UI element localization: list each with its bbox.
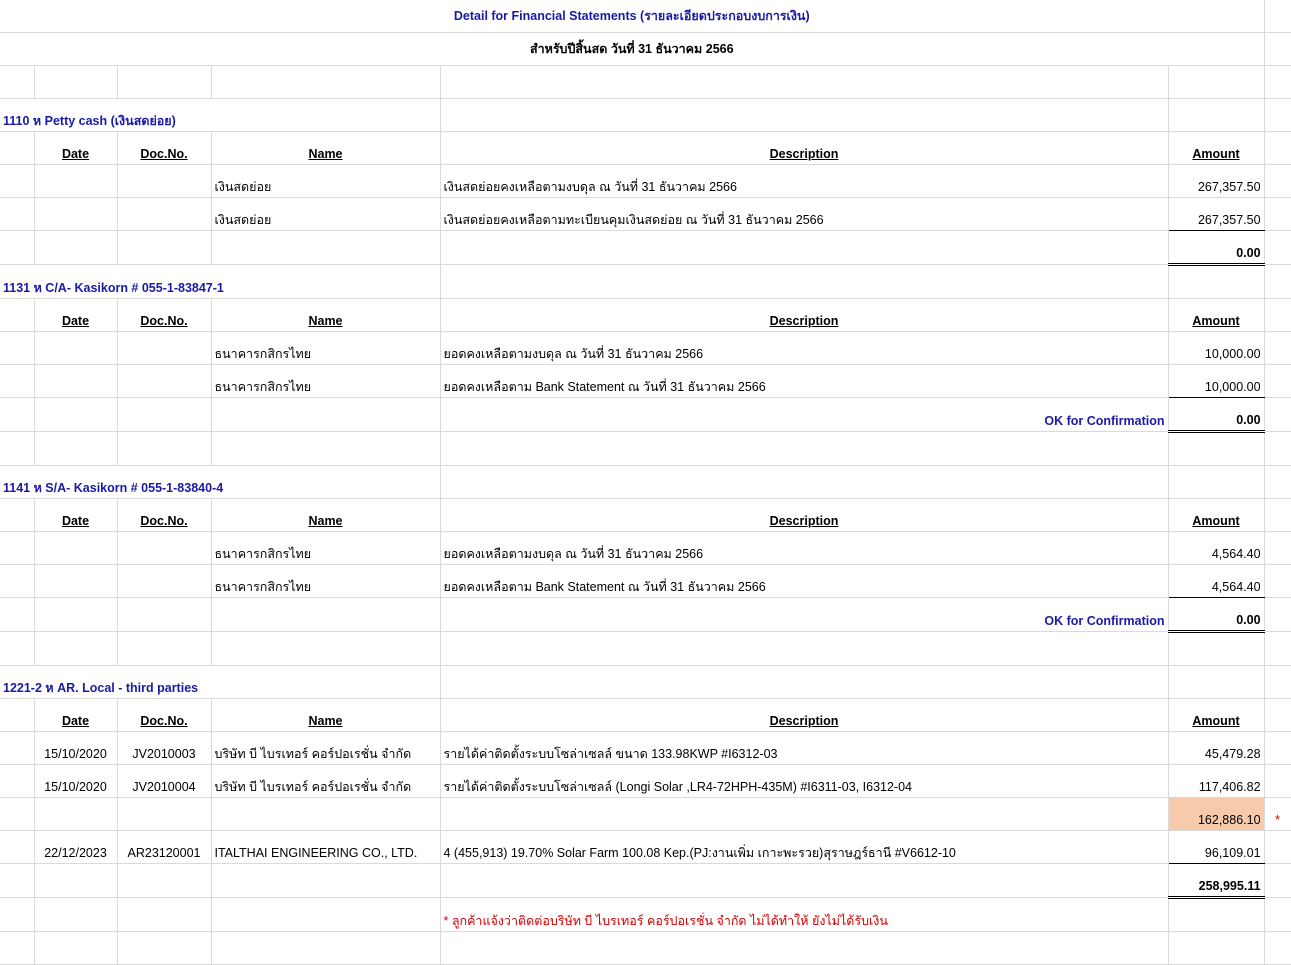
cell[interactable] bbox=[1264, 398, 1291, 432]
column-header-date[interactable]: Date bbox=[34, 299, 117, 332]
cell[interactable] bbox=[1264, 0, 1291, 33]
column-header-amount[interactable]: Amount bbox=[1168, 132, 1264, 165]
table-row bbox=[0, 165, 1291, 198]
cell[interactable] bbox=[211, 864, 440, 898]
column-header-name[interactable]: Name bbox=[211, 132, 440, 165]
cell[interactable] bbox=[117, 864, 211, 898]
section-title-savings-account[interactable]: 1141 ห S/A- Kasikorn # 055-1-83840-4 bbox=[0, 466, 440, 499]
cell[interactable] bbox=[1168, 265, 1264, 299]
amount-cell[interactable]: 10,000.00 bbox=[1168, 365, 1264, 398]
column-header-description[interactable]: Description bbox=[440, 699, 1168, 732]
cell[interactable] bbox=[1168, 898, 1264, 932]
cell[interactable] bbox=[211, 598, 440, 632]
name-cell[interactable]: บริษัท บี ไบรเทอร์ คอร์ปอเรชั่น จำกัด bbox=[211, 732, 440, 765]
date-cell[interactable] bbox=[34, 565, 117, 598]
name-cell[interactable]: ธนาคารกสิกรไทย bbox=[211, 532, 440, 565]
cell[interactable] bbox=[1168, 432, 1264, 466]
cell[interactable] bbox=[440, 66, 1168, 99]
cell[interactable] bbox=[211, 798, 440, 831]
cell[interactable] bbox=[0, 932, 34, 965]
cell[interactable] bbox=[0, 165, 34, 198]
page-title[interactable]: Detail for Financial Statements (รายละเอียดประกอบงบการเงิน) bbox=[0, 0, 1264, 33]
table-row bbox=[0, 198, 1291, 231]
cell[interactable] bbox=[0, 432, 34, 466]
cell[interactable] bbox=[1264, 499, 1291, 532]
ok-for-confirmation-label[interactable]: OK for Confirmation bbox=[440, 598, 1168, 632]
cell[interactable] bbox=[211, 398, 440, 432]
column-header-description[interactable]: Description bbox=[440, 499, 1168, 532]
cell[interactable] bbox=[0, 198, 34, 231]
date-cell[interactable]: 15/10/2020 bbox=[34, 765, 117, 798]
page-subtitle[interactable]: สำหรับปีสิ้นสด วันที่ 31 ธันวาคม 2566 bbox=[0, 33, 1264, 66]
cell[interactable] bbox=[1264, 632, 1291, 666]
cell[interactable] bbox=[0, 765, 34, 798]
cell[interactable] bbox=[1264, 732, 1291, 765]
name-cell[interactable]: เงินสดย่อย bbox=[211, 165, 440, 198]
date-cell[interactable] bbox=[34, 365, 117, 398]
description-cell[interactable]: รายได้ค่าติดตั้งระบบโซล่าเซลล์ ขนาด 133.98KWP #I6312-03 bbox=[440, 732, 1168, 765]
cell[interactable] bbox=[117, 66, 211, 99]
cell[interactable] bbox=[211, 632, 440, 666]
cell[interactable] bbox=[0, 66, 34, 99]
name-cell[interactable]: ธนาคารกสิกรไทย bbox=[211, 565, 440, 598]
cell[interactable] bbox=[1168, 99, 1264, 132]
cell[interactable] bbox=[211, 932, 440, 965]
cell[interactable] bbox=[1264, 864, 1291, 898]
cell[interactable] bbox=[1168, 932, 1264, 965]
cell[interactable] bbox=[1264, 299, 1291, 332]
cell[interactable] bbox=[117, 598, 211, 632]
name-cell[interactable]: เงินสดย่อย bbox=[211, 198, 440, 231]
cell[interactable] bbox=[34, 898, 117, 932]
cell[interactable] bbox=[0, 532, 34, 565]
date-cell[interactable]: 15/10/2020 bbox=[34, 732, 117, 765]
cell[interactable] bbox=[211, 231, 440, 265]
section-title-ar-local[interactable]: 1221-2 ห AR. Local - third parties bbox=[0, 666, 440, 699]
column-header-name[interactable]: Name bbox=[211, 299, 440, 332]
cell[interactable] bbox=[1168, 632, 1264, 666]
name-cell[interactable]: ITALTHAI ENGINEERING CO., LTD. bbox=[211, 831, 440, 864]
cell[interactable] bbox=[0, 732, 34, 765]
cell[interactable] bbox=[440, 798, 1168, 831]
cell[interactable] bbox=[0, 332, 34, 365]
table-row bbox=[0, 831, 1291, 864]
cell[interactable] bbox=[1264, 466, 1291, 499]
cell[interactable] bbox=[1264, 365, 1291, 398]
description-cell[interactable]: ยอดคงเหลือตาม Bank Statement ณ วันที่ 31 ธันวาคม 2566 bbox=[440, 365, 1168, 398]
table-row bbox=[0, 332, 1291, 365]
doc-no-cell[interactable] bbox=[117, 165, 211, 198]
cell[interactable] bbox=[0, 299, 34, 332]
cell[interactable] bbox=[0, 632, 34, 666]
cell[interactable] bbox=[0, 798, 34, 831]
cell[interactable] bbox=[0, 898, 34, 932]
date-cell[interactable] bbox=[34, 198, 117, 231]
column-header-name[interactable]: Name bbox=[211, 699, 440, 732]
section-total[interactable]: 0.00 bbox=[1168, 598, 1264, 632]
cell[interactable] bbox=[117, 898, 211, 932]
cell[interactable] bbox=[34, 66, 117, 99]
cell[interactable] bbox=[34, 632, 117, 666]
cell[interactable] bbox=[0, 699, 34, 732]
doc-no-cell[interactable] bbox=[117, 365, 211, 398]
cell[interactable] bbox=[34, 231, 117, 265]
section-title-petty-cash[interactable]: 1110 ห Petty cash (เงินสดย่อย) bbox=[0, 99, 440, 132]
doc-no-cell[interactable] bbox=[117, 198, 211, 231]
column-header-description[interactable]: Description bbox=[440, 299, 1168, 332]
cell[interactable] bbox=[1264, 198, 1291, 231]
cell[interactable] bbox=[1264, 765, 1291, 798]
name-cell[interactable]: ธนาคารกสิกรไทย bbox=[211, 365, 440, 398]
cell[interactable] bbox=[440, 932, 1168, 965]
cell[interactable] bbox=[440, 864, 1168, 898]
section-total[interactable]: 0.00 bbox=[1168, 231, 1264, 265]
date-cell[interactable] bbox=[34, 532, 117, 565]
section-total[interactable]: 258,995.11 bbox=[1168, 864, 1264, 898]
date-cell[interactable]: 22/12/2023 bbox=[34, 831, 117, 864]
cell[interactable] bbox=[1264, 66, 1291, 99]
cell[interactable] bbox=[1264, 432, 1291, 466]
date-cell[interactable] bbox=[34, 165, 117, 198]
amount-cell[interactable]: 96,109.01 bbox=[1168, 831, 1264, 864]
cell[interactable] bbox=[117, 398, 211, 432]
column-header-doc-no[interactable]: Doc.No. bbox=[117, 699, 211, 732]
cell[interactable] bbox=[1168, 66, 1264, 99]
cell[interactable] bbox=[117, 231, 211, 265]
table-row bbox=[0, 765, 1291, 798]
cell[interactable] bbox=[117, 432, 211, 466]
total-label[interactable] bbox=[440, 231, 1168, 265]
cell[interactable] bbox=[440, 265, 1168, 299]
section-title-current-account[interactable]: 1131 ห C/A- Kasikorn # 055-1-83847-1 bbox=[0, 265, 440, 299]
column-header-date[interactable]: Date bbox=[34, 132, 117, 165]
cell[interactable] bbox=[1264, 231, 1291, 265]
doc-no-cell[interactable]: AR23120001 bbox=[117, 831, 211, 864]
cell[interactable] bbox=[117, 632, 211, 666]
cell[interactable] bbox=[1264, 332, 1291, 365]
cell[interactable] bbox=[1264, 666, 1291, 699]
subtotal-highlighted-cell[interactable]: 162,886.10 bbox=[1168, 798, 1264, 831]
asterisk-marker[interactable]: * bbox=[1264, 798, 1291, 831]
cell[interactable] bbox=[1264, 699, 1291, 732]
cell[interactable] bbox=[34, 798, 117, 831]
cell[interactable] bbox=[1264, 532, 1291, 565]
cell[interactable] bbox=[0, 831, 34, 864]
cell[interactable] bbox=[0, 598, 34, 632]
column-header-doc-no[interactable]: Doc.No. bbox=[117, 499, 211, 532]
name-cell[interactable]: บริษัท บี ไบรเทอร์ คอร์ปอเรชั่น จำกัด bbox=[211, 765, 440, 798]
column-header-date[interactable]: Date bbox=[34, 699, 117, 732]
cell[interactable] bbox=[1264, 132, 1291, 165]
description-cell[interactable]: 4 (455,913) 19.70% Solar Farm 100.08 Kep.(PJ:งานเพิ่ม เกาะพะรวย)สุราษฎร์ธานี #V6612-10 bbox=[440, 831, 1168, 864]
cell[interactable] bbox=[34, 932, 117, 965]
footnote[interactable]: * ลูกค้าแจ้งว่าติดต่อบริษัท บี ไบรเทอร์ คอร์ปอเรชั่น จำกัด ไม่ได้ทำให้ ยังไม่ได้รับเงิน bbox=[440, 898, 1168, 932]
doc-no-cell[interactable] bbox=[117, 332, 211, 365]
column-header-description[interactable]: Description bbox=[440, 132, 1168, 165]
table-row bbox=[0, 565, 1291, 598]
description-cell[interactable]: ยอดคงเหลือตาม Bank Statement ณ วันที่ 31 ธันวาคม 2566 bbox=[440, 565, 1168, 598]
cell[interactable] bbox=[440, 666, 1168, 699]
cell[interactable] bbox=[1264, 932, 1291, 965]
cell[interactable] bbox=[1264, 265, 1291, 299]
amount-cell[interactable]: 45,479.28 bbox=[1168, 732, 1264, 765]
cell[interactable] bbox=[34, 432, 117, 466]
cell[interactable] bbox=[211, 898, 440, 932]
description-cell[interactable]: เงินสดย่อยคงเหลือตามงบดุล ณ วันที่ 31 ธันวาคม 2566 bbox=[440, 165, 1168, 198]
cell[interactable] bbox=[0, 231, 34, 265]
cell[interactable] bbox=[440, 432, 1168, 466]
table-row bbox=[0, 365, 1291, 398]
amount-cell[interactable]: 117,406.82 bbox=[1168, 765, 1264, 798]
description-cell[interactable]: ยอดคงเหลือตามงบดุล ณ วันที่ 31 ธันวาคม 2566 bbox=[440, 532, 1168, 565]
section-total[interactable]: 0.00 bbox=[1168, 398, 1264, 432]
amount-cell[interactable]: 10,000.00 bbox=[1168, 332, 1264, 365]
column-header-date[interactable]: Date bbox=[34, 499, 117, 532]
cell[interactable] bbox=[440, 466, 1168, 499]
cell[interactable] bbox=[0, 132, 34, 165]
column-header-doc-no[interactable]: Doc.No. bbox=[117, 132, 211, 165]
cell[interactable] bbox=[1168, 466, 1264, 499]
doc-no-cell[interactable]: JV2010003 bbox=[117, 732, 211, 765]
cell[interactable] bbox=[1264, 898, 1291, 932]
description-cell[interactable]: ยอดคงเหลือตามงบดุล ณ วันที่ 31 ธันวาคม 2566 bbox=[440, 332, 1168, 365]
cell[interactable] bbox=[1264, 831, 1291, 864]
ok-for-confirmation-label[interactable]: OK for Confirmation bbox=[440, 398, 1168, 432]
cell[interactable] bbox=[117, 932, 211, 965]
cell[interactable] bbox=[0, 398, 34, 432]
description-cell[interactable]: เงินสดย่อยคงเหลือตามทะเบียนคุมเงินสดย่อย ณ วันที่ 31 ธันวาคม 2566 bbox=[440, 198, 1168, 231]
cell[interactable] bbox=[0, 864, 34, 898]
cell[interactable] bbox=[1264, 33, 1291, 66]
cell[interactable] bbox=[1264, 598, 1291, 632]
column-header-amount[interactable]: Amount bbox=[1168, 299, 1264, 332]
table-row bbox=[0, 532, 1291, 565]
cell[interactable] bbox=[0, 565, 34, 598]
column-header-amount[interactable]: Amount bbox=[1168, 499, 1264, 532]
cell[interactable] bbox=[34, 398, 117, 432]
cell[interactable] bbox=[34, 864, 117, 898]
amount-cell[interactable]: 267,357.50 bbox=[1168, 198, 1264, 231]
doc-no-cell[interactable] bbox=[117, 565, 211, 598]
cell[interactable] bbox=[440, 99, 1168, 132]
amount-cell[interactable]: 267,357.50 bbox=[1168, 165, 1264, 198]
date-cell[interactable] bbox=[34, 332, 117, 365]
cell[interactable] bbox=[34, 598, 117, 632]
amount-cell[interactable]: 4,564.40 bbox=[1168, 565, 1264, 598]
table-row bbox=[0, 732, 1291, 765]
cell[interactable] bbox=[211, 66, 440, 99]
cell[interactable] bbox=[1264, 165, 1291, 198]
cell[interactable] bbox=[211, 432, 440, 466]
doc-no-cell[interactable]: JV2010004 bbox=[117, 765, 211, 798]
column-header-amount[interactable]: Amount bbox=[1168, 699, 1264, 732]
column-header-name[interactable]: Name bbox=[211, 499, 440, 532]
cell[interactable] bbox=[0, 499, 34, 532]
cell[interactable] bbox=[440, 632, 1168, 666]
column-header-doc-no[interactable]: Doc.No. bbox=[117, 299, 211, 332]
cell[interactable] bbox=[0, 365, 34, 398]
name-cell[interactable]: ธนาคารกสิกรไทย bbox=[211, 332, 440, 365]
cell[interactable] bbox=[1168, 666, 1264, 699]
amount-cell[interactable]: 4,564.40 bbox=[1168, 532, 1264, 565]
cell[interactable] bbox=[1264, 565, 1291, 598]
doc-no-cell[interactable] bbox=[117, 532, 211, 565]
cell[interactable] bbox=[1264, 99, 1291, 132]
cell[interactable] bbox=[117, 798, 211, 831]
description-cell[interactable]: รายได้ค่าติดตั้งระบบโซล่าเซลล์ (Longi Solar ,LR4-72HPH-435M) #I6311-03, I6312-04 bbox=[440, 765, 1168, 798]
